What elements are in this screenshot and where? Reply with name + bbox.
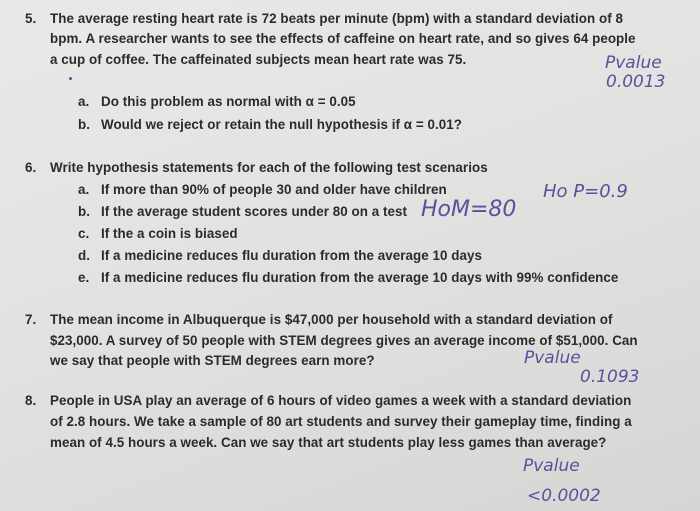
question-text-line: Write hypothesis statements for each of the following test scenarios — [50, 160, 488, 175]
part-letter: d. — [78, 248, 90, 263]
handwritten-pvalue-label: Pvalue — [523, 456, 580, 476]
part-letter: b. — [78, 117, 90, 132]
handwritten-pvalue: 0.1093 — [580, 367, 640, 387]
question-text-line: $23,000. A survey of 50 people with STEM degrees gives an average income of $51,000. Can — [50, 333, 638, 348]
question-text-line: of 2.8 hours. We take a sample of 80 art students and survey their gameplay time, finding a — [50, 414, 632, 429]
question-number: 6. — [25, 160, 37, 175]
ink-dot — [69, 77, 72, 80]
part-text: If a medicine reduces flu duration from the average 10 days with 99% confidence — [101, 270, 619, 285]
part-text: If more than 90% of people 30 and older have children — [101, 182, 447, 197]
question-text-line: People in USA play an average of 6 hours of video games a week with a standard deviation — [50, 393, 632, 408]
part-text: Would we reject or retain the null hypothesis if α = 0.01? — [101, 117, 462, 132]
handwritten-pvalue-label: Pvalue — [524, 348, 581, 368]
question-text-line: mean of 4.5 hours a week. Can we say that art students play less games than average? — [50, 435, 607, 450]
part-text: If a medicine reduces flu duration from the average 10 days — [101, 248, 482, 263]
part-letter: c. — [78, 226, 90, 241]
part-text: If the average student scores under 80 on a test — [101, 204, 408, 219]
question-text-line: a cup of coffee. The caffeinated subjects mean heart rate was 75. — [50, 52, 467, 67]
part-letter: a. — [78, 182, 90, 197]
question-number: 8. — [25, 393, 37, 408]
handwritten-pvalue-label: Pvalue — [605, 53, 662, 73]
question-number: 7. — [25, 312, 37, 327]
question-text-line: bpm. A researcher wants to see the effects of caffeine on heart rate, and so gives 64 people — [50, 31, 636, 46]
handwritten-pvalue: <0.0002 — [527, 486, 601, 506]
part-letter: a. — [78, 94, 90, 109]
question-number: 5. — [25, 11, 37, 26]
handwritten-hypothesis-b: HoM=80 — [421, 197, 517, 222]
part-letter: b. — [78, 204, 90, 219]
part-letter: e. — [78, 270, 90, 285]
question-text-line: we say that people with STEM degrees earn more? — [50, 353, 375, 368]
handwritten-hypothesis-a: Ho P=0.9 — [543, 181, 628, 202]
handwritten-pvalue: 0.0013 — [606, 72, 666, 92]
part-text: Do this problem as normal with α = 0.05 — [101, 94, 356, 109]
question-text-line: The mean income in Albuquerque is $47,000 per household with a standard deviation of — [50, 312, 613, 327]
part-text: If the a coin is biased — [101, 226, 238, 241]
question-text-line: The average resting heart rate is 72 beats per minute (bpm) with a standard deviation of 8 — [50, 11, 624, 26]
